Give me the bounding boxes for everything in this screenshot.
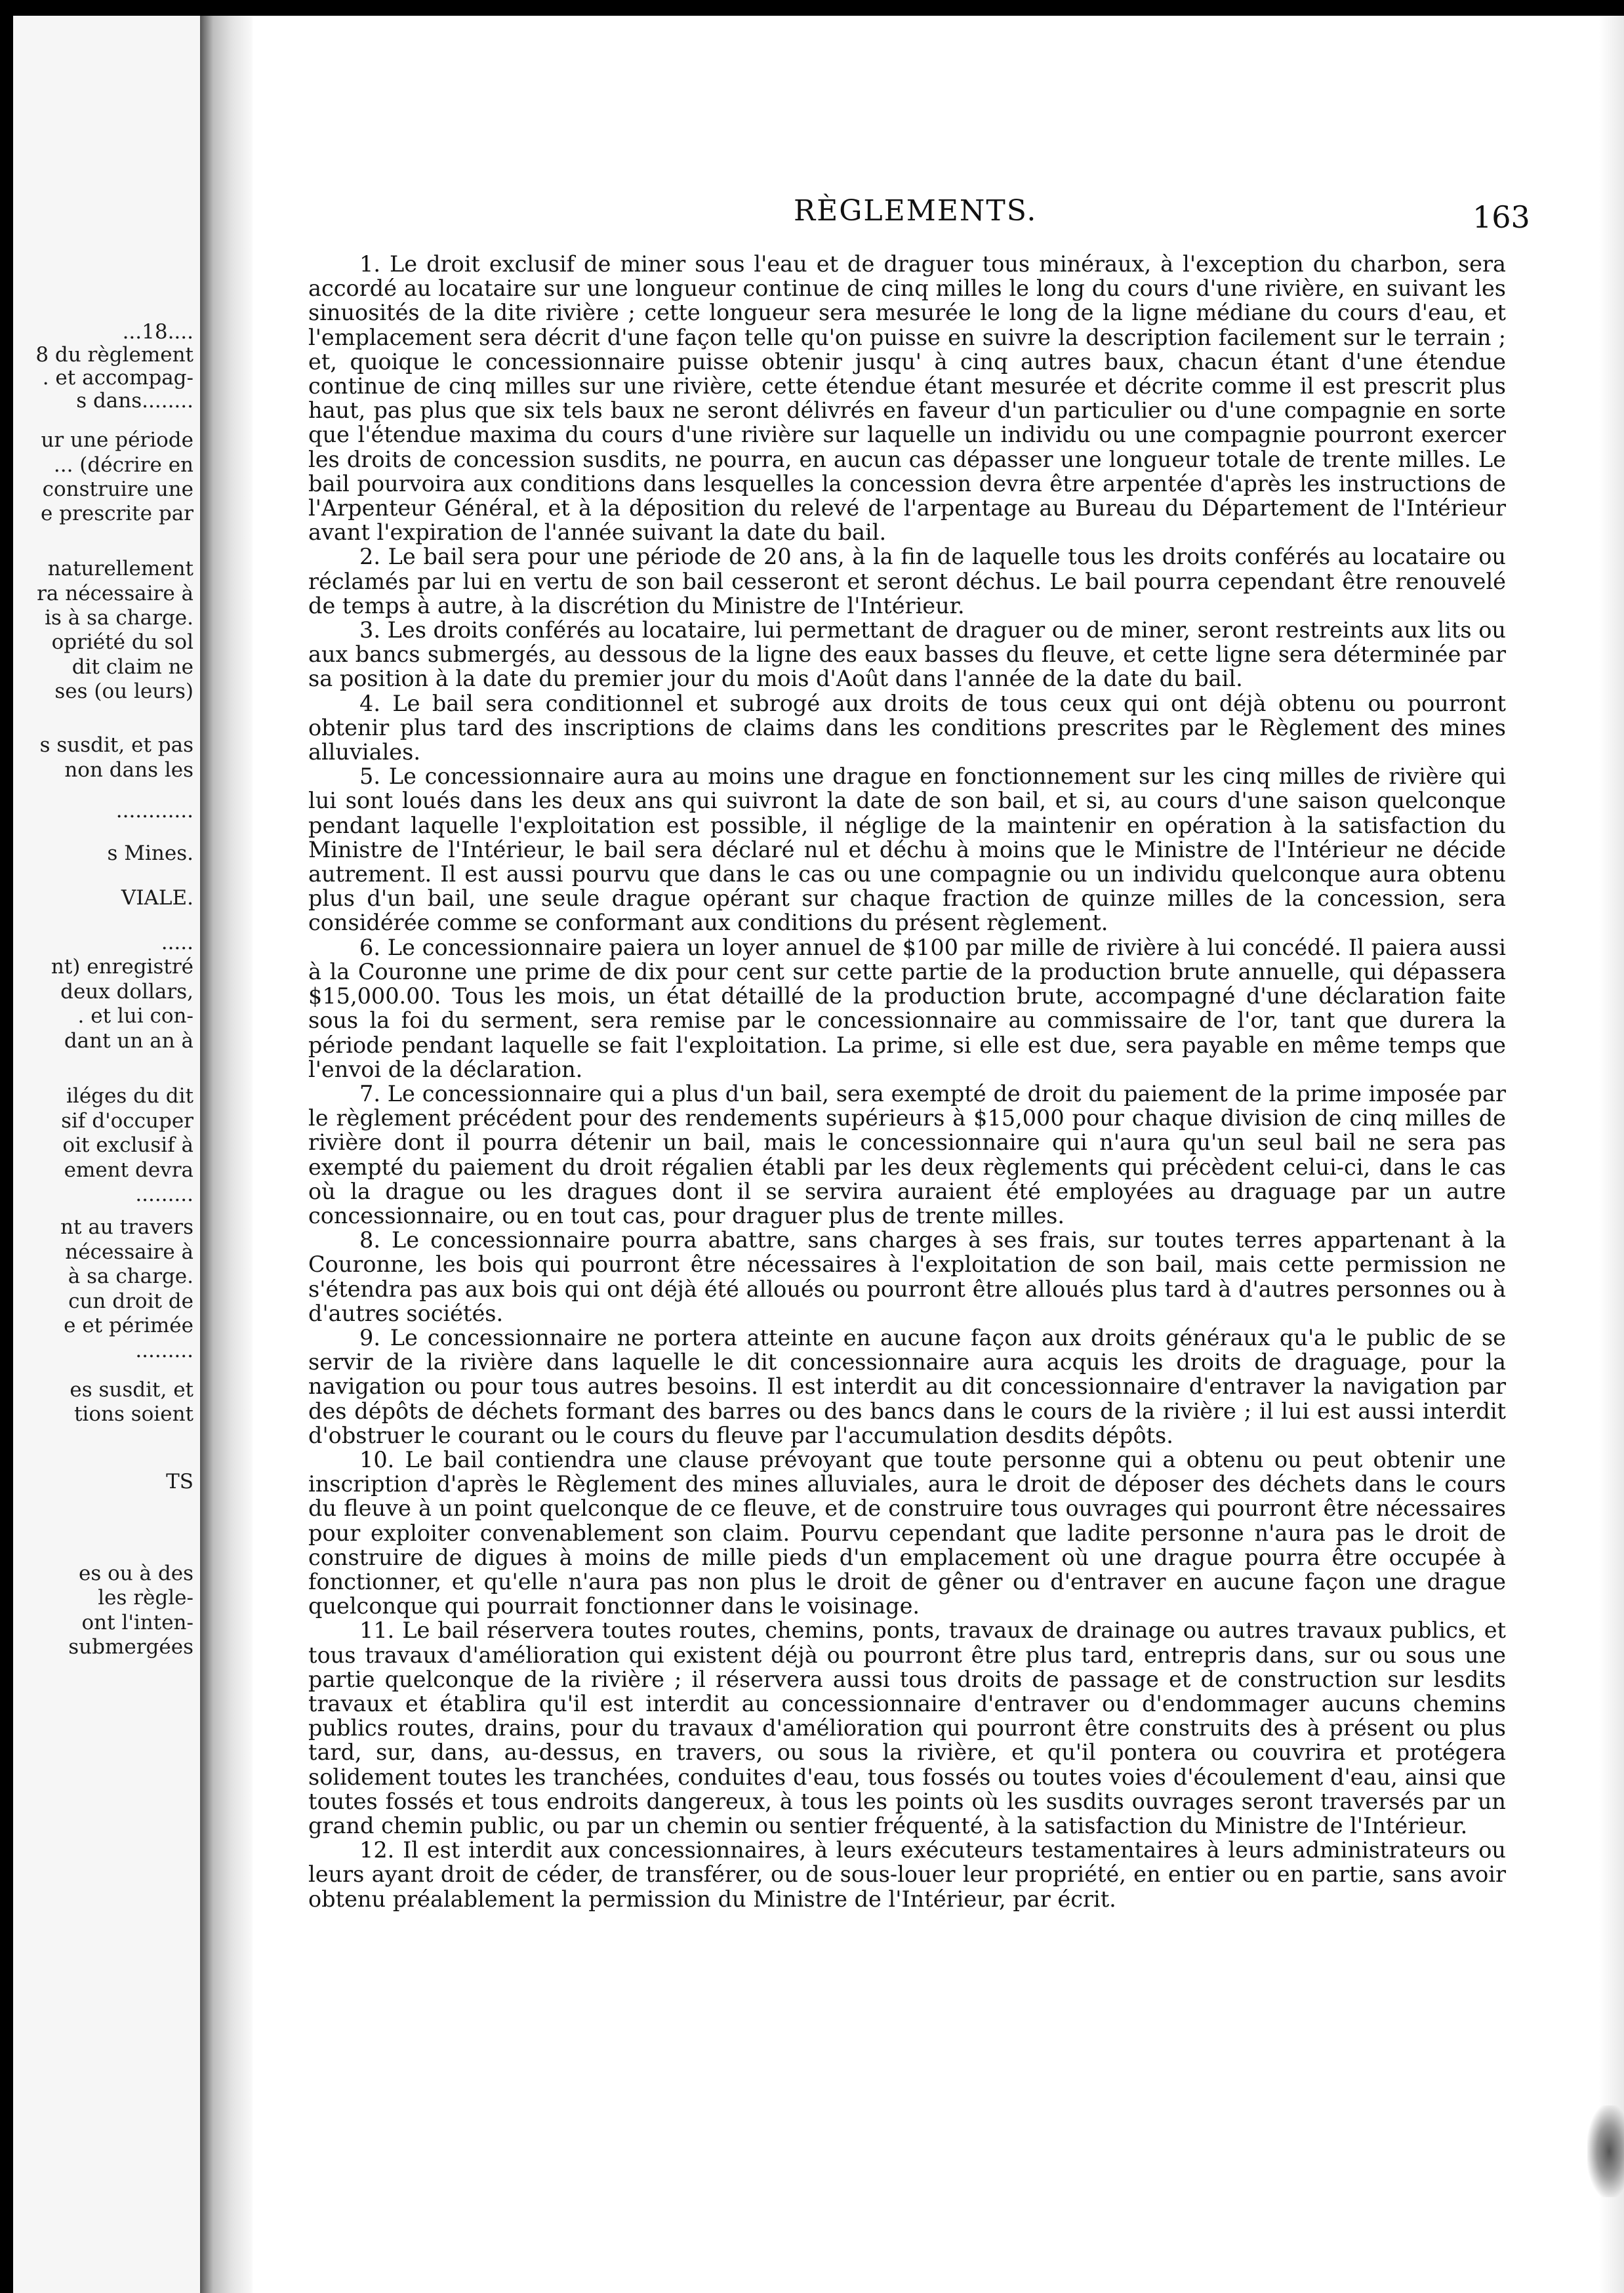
page [253, 16, 1624, 2293]
scan-border-top [0, 0, 1624, 16]
paragraph-8: 8. Le concessionnaire pourra abattre, sans charges à ses frais, sur toutes terres appartenant à la Couronne, les bois qui pourront être nécessaires à l'exploitation de son bail, mais cette permission ne s'étendra pas aux bois qui ont déjà été alloués ou pourront être alloués plus tard à d'autres personnes ou à d'autres sociétés. [308, 1227, 1506, 1326]
facing-page-text-fragment: naturellement [47, 557, 193, 580]
facing-page-text-fragment: is à sa charge. [45, 606, 193, 630]
facing-page-text-fragment: non dans les [64, 758, 193, 782]
paragraph-9: 9. Le concessionnaire ne portera atteinte en aucune façon aux droits généraux qu'a le public de se servir de la rivière dans laquelle le dit concessionnaire aura acquis les droits de draguage, pour la navigation ou pour tous autres besoins. Il est interdit au dit concessionnaire d'entraver la navigation par des dépôts de déchets formant des barres ou des bancs dans le cours de la rivière ; il lui est aussi interdit d'obstruer le courant ou le cours du fleuve par l'accumulation desdits dépôts. [308, 1324, 1506, 1448]
paragraph-10: 10. Le bail contiendra une clause prévoyant que toute personne qui a obtenu ou peut obtenir une inscription d'après le Règlement des mines alluviales, aura le droit de déposer des déchets dans le cours du fleuve à un point quelconque de ce fleuve, et de construire tous ouvrages qui pourront être nécessaires pour exploiter convenablement son claim. Pourvu cependant que ladite personne n'aura pas le droit de construire de digues à moins de mille pieds d'un emplacement où une drague pourra être occupée à fonctionner, et qu'elle n'aura pas non plus le droit de gêner ou d'entraver en aucune façon une drague quelconque qui pourrait fonctionner dans le voisinage. [308, 1446, 1506, 1619]
facing-page-text-fragment: ement devra [64, 1158, 193, 1182]
facing-page-text-fragment: s Mines. [107, 842, 193, 865]
paragraph-1: 1. Le droit exclusif de miner sous l'eau et de draguer tous minéraux, à l'exception du charbon, sera accordé au locataire sur une longueur continue de cinq milles le long du cours d'une rivière, en suivant les sinuosités de la dite rivière ; cette longueur sera mesurée le long de la ligne médiane du cours d'eau, et l'emplacement sera décrit d'une façon telle qu'on puisse en suivre la description facilement sur le terrain ; et, quoique le concessionnaire puisse obtenir jusqu' à cinq autres baux, chacun étant d'une étendue continue de cinq milles sur une rivière, cette étendue étant mesurée et décrite comme il est prescrit plus haut, pas plus que six tels baux ne seront délivrés en faveur d'un particulier ou d'une compagnie en sorte que l'étendue maxima du cours d'une rivière sur laquelle un individu ou une compagnie pourront exercer les droits de concession susdits, ne pourra, en aucun cas dépasser une longueur totale de trente milles. Le bail pourvoira aux conditions dans lesquelles la concession devra être arpentée d'après les instructions de l'Arpenteur Général, et à la déposition du relevé de l'arpentage au Bureau du Département de l'Intérieur avant l'expiration de l'année suivant la date du bail. [308, 251, 1506, 546]
body-text [308, 252, 1506, 1911]
scan-blemish [1587, 2105, 1624, 2197]
page-number: 163 [1472, 199, 1530, 235]
facing-page-text-fragment: submergées [68, 1635, 193, 1659]
facing-page-text-fragment: à sa charge. [68, 1265, 193, 1288]
facing-page-text-fragment: opriété du sol [51, 630, 193, 654]
facing-page-text-fragment: ......... [135, 1183, 193, 1206]
paragraph-5: 5. Le concessionnaire aura au moins une drague en fonctionnement sur les cinq milles de rivière qui lui sont loués dans les deux ans qui suivront la date de son bail, et si, au cours d'une saison quelconque pendant laquelle l'exploitation est possible, il néglige de la maintenir en opération à la satisfaction du Ministre de l'Intérieur, le bail sera déclaré nul et déchu à moins que le Ministre de l'Intérieur ne décide autrement. Il est aussi pourvu que dans le cas ou une compagnie ou un individu quelconque aura obtenu plus d'un bail, une seule drague opérant sur chaque fraction de quinze milles de la concession, sera considérée comme se conformant aux conditions du présent règlement. [308, 763, 1506, 936]
paragraph-4: 4. Le bail sera conditionnel et subrogé aux droits de tous ceux qui ont déjà obtenu ou pourront obtenir plus tard des inscriptions de claims dans les conditions prescrites par le Règlement des mines alluviales. [308, 690, 1506, 765]
facing-page-text-fragment: es ou à des [78, 1562, 193, 1585]
facing-page-text-fragment: e prescrite par [40, 502, 193, 525]
facing-page-text-fragment: ... (décrire en [53, 453, 193, 477]
facing-page-text-fragment: deux dollars, [60, 980, 193, 1004]
paragraph-7: 7. Le concessionnaire qui a plus d'un bail, sera exempté de droit du paiement de la prime imposée par le règlement précédent pour des rendements supérieurs à $15,000 pour chaque division de cinq milles de rivière dont il pourra détenir un bail, mais le concessionnaire qui n'aura qu'un seul bail ne sera pas exempté du paiement du droit régalien établi par les deux règlements qui précèdent celui-ci, dans le cas où la drague ou les dragues dont il se servira auraient été employées au draguage par un autre concessionnaire, ou en tout cas, pour draguer plus de trente milles. [308, 1080, 1506, 1228]
facing-page-text-fragment: tions soient [73, 1402, 193, 1426]
facing-page-text-fragment: ra nécessaire à [37, 582, 193, 605]
facing-page-text-fragment: les règle- [98, 1586, 193, 1610]
facing-page-text-fragment: s susdit, et pas [39, 733, 193, 757]
paragraph-11: 11. Le bail réservera toutes routes, chemins, ponts, travaux de drainage ou autres travaux publics, et tous travaux d'amélioration qui existent déjà ou pourront être plus tard, entrepris dans, sur ou sous une partie quelconque de la rivière ; il réservera aussi tous droits de passage et de construction sur lesdits travaux et établira qu'il est interdit au concessionnaire d'entraver ou d'endommager aucuns chemins publics routes, drains, pour du travaux d'amélioration qui pourront être construits des à présent ou plus tard, sur, dans, au-dessus, en travers, ou sous la rivière, et qu'il pontera ou couvrira et protégera solidement toutes les tranchées, conduites d'eau, tous fossés ou toutes voies d'écoulement d'eau, ainsi que toutes fossés et tous endroits dangereux, à tous les points où les susdits ouvrages seront traversés par un grand chemin public, ou par un chemin ou sentier fréquenté, à la satisfaction du Ministre de l'Intérieur. [308, 1617, 1506, 1838]
facing-page-text-fragment: . et accompag- [42, 366, 193, 390]
scan-border-left [0, 0, 13, 2293]
facing-page-text-fragment: iléges du dit [66, 1084, 193, 1108]
facing-page-text-fragment: e et périmée [64, 1314, 193, 1337]
paragraph-3: 3. Les droits conférés au locataire, lui permettant de draguer ou de miner, seront restreints aux lits ou aux bancs submergés, au dessous de la ligne des eaux basses du fleuve, et cette ligne sera déterminée par sa position à la date du premier jour du mois d'Août dans l'année de la date du bail. [308, 617, 1506, 692]
facing-page-text-fragment: sif d'occuper [61, 1109, 193, 1133]
facing-page-text-fragment: VIALE. [121, 886, 193, 910]
facing-page-text-fragment: s dans........ [76, 389, 193, 413]
running-head: RÈGLEMENTS. [794, 194, 1038, 228]
facing-page-text-fragment: es susdit, et [70, 1378, 193, 1402]
paragraph-2: 2. Le bail sera pour une période de 20 ans, à la fin de laquelle tous les droits conférés au locataire ou réclamés par lui en vertu de son bail cesseront et seront déchus. Le bail pourra cependant être renouvelé de temps à autre, à la discrétion du Ministre de l'Intérieur. [308, 544, 1506, 619]
book-gutter [200, 16, 253, 2293]
facing-page-text-fragment: oit exclusif à [62, 1133, 193, 1157]
facing-page-text-fragment: construire une [42, 477, 193, 501]
facing-page-text-fragment: ......... [135, 1339, 193, 1362]
facing-page-text-fragment: ses (ou leurs) [54, 680, 193, 703]
facing-page-text-fragment: ur une période [41, 428, 193, 452]
facing-page-text-fragment: cun droit de [68, 1289, 193, 1313]
facing-page-fragment [13, 16, 201, 2293]
facing-page-text-fragment: ont l'inten- [81, 1611, 193, 1634]
facing-page-text-fragment: nécessaire à [65, 1240, 193, 1264]
facing-page-text-fragment: nt au travers [60, 1215, 193, 1239]
paragraph-6: 6. Le concessionnaire paiera un loyer annuel de $100 par mille de rivière à lui concédé. Il paiera aussi à la Couronne une prime de dix pour cent sur cette partie de la production brute annuelle, qui dépassera $15,000.00. Tous les mois, un état détaillé de la production brute, accompagné d'une déclaration faite sous la foi du serment, sera remise par le concessionnaire au commissaire de l'or, tant que durera la période pendant laquelle se fait l'exploitation. La prime, si elle est due, sera payable en même temps que l'envoi de la déclaration. [308, 934, 1506, 1082]
facing-page-text-fragment: nt) enregistré [51, 955, 193, 979]
facing-page-text-fragment: ...18.... [122, 320, 193, 344]
paragraph-12: 12. Il est interdit aux concessionnaires, à leurs exécuteurs testamentaires à leurs administrateurs ou leurs ayant droit de céder, de transférer, ou de sous-louer leur propriété, en entier ou en partie, sans avoir obtenu préalablement la permission du Ministre de l'Intérieur, par écrit. [308, 1837, 1506, 1912]
facing-page-text-fragment: . et lui con- [77, 1004, 193, 1028]
facing-page-text-fragment: dant un an à [64, 1029, 193, 1053]
facing-page-text-fragment: 8 du règlement [35, 343, 193, 367]
facing-page-text-fragment: TS [166, 1470, 193, 1493]
facing-page-text-fragment: dit claim ne [71, 655, 193, 679]
facing-page-text-fragment: ..... [161, 931, 193, 954]
facing-page-text-fragment: ............ [115, 799, 193, 822]
